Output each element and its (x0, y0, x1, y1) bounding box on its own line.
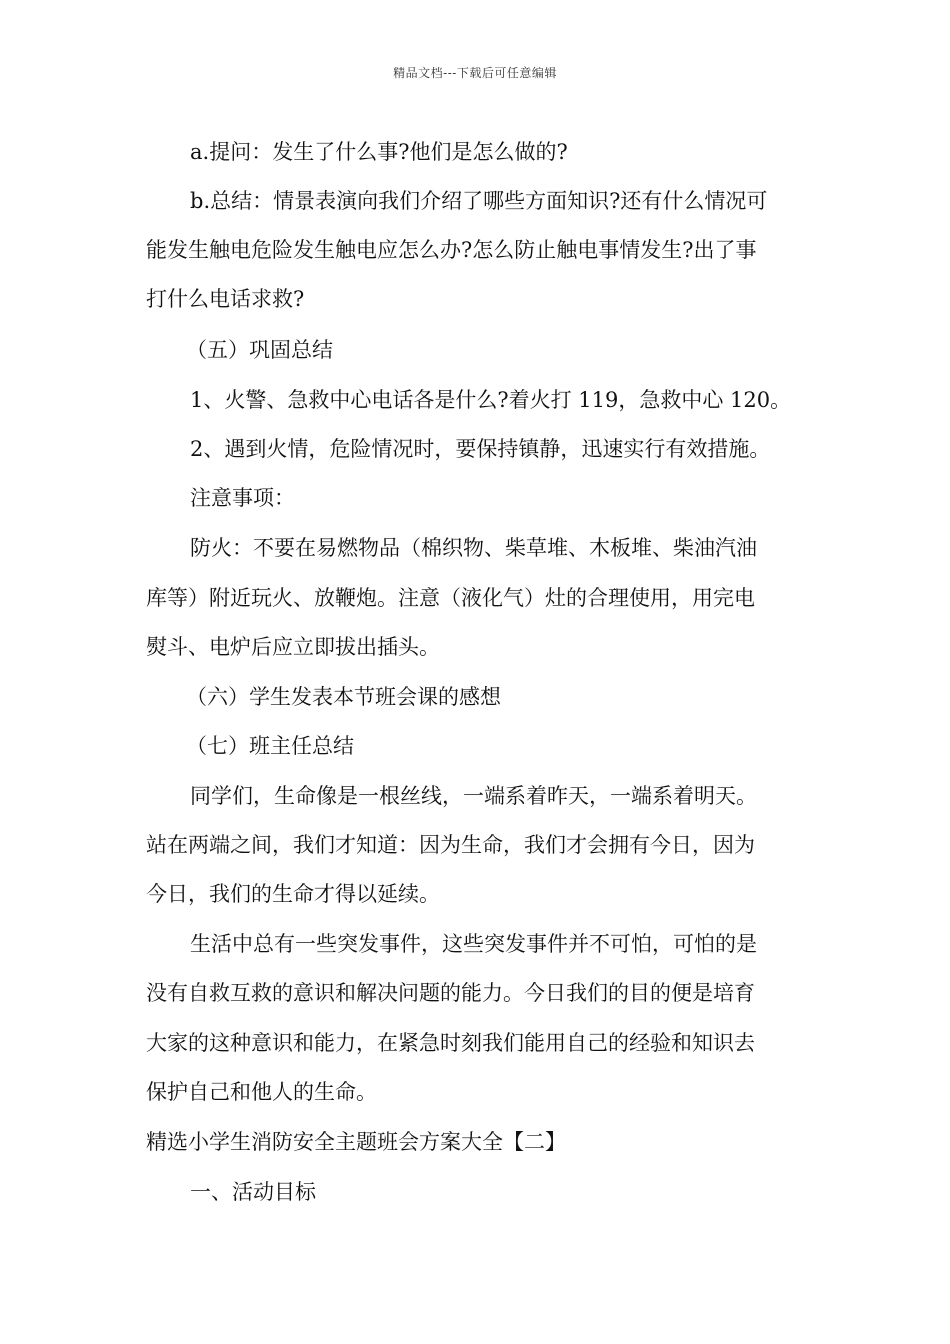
paragraph-line: 注意事项： (190, 486, 295, 510)
page-header: 精品文档---下载后可任意编辑 (393, 66, 557, 80)
section-heading: 一、活动目标 (190, 1180, 316, 1204)
document-section-title: 精选小学生消防安全主题班会方案大全【二】 (146, 1130, 566, 1154)
paragraph-line: 保护自己和他人的生命。 (146, 1080, 377, 1104)
section-heading: （五）巩固总结 (186, 338, 333, 362)
paragraph-line: 大家的这种意识和能力，在紧急时刻我们能用自己的经验和知识去 (146, 1031, 755, 1055)
paragraph-line: 2、遇到火情，危险情况时，要保持镇静，迅速实行有效措施。 (190, 437, 771, 461)
paragraph-line: 防火：不要在易燃物品（棉织物、柴草堆、木板堆、柴油汽油 (190, 536, 757, 560)
section-heading: （七）班主任总结 (186, 734, 354, 758)
paragraph-line: 同学们，生命像是一根丝线，一端系着昨天，一端系着明天。 (190, 784, 757, 808)
paragraph-line: 能发生触电危险发生触电应怎么办?怎么防止触电事情发生?出了事 (146, 238, 757, 262)
paragraph-line: 熨斗、电炉后应立即拔出插头。 (146, 635, 440, 659)
section-heading: （六）学生发表本节班会课的感想 (186, 685, 501, 709)
paragraph-line: 打什么电话求救? (146, 287, 305, 311)
paragraph-line: 库等）附近玩火、放鞭炮。注意（液化气）灶的合理使用，用完电 (146, 586, 755, 610)
paragraph-line: 没有自救互救的意识和解决问题的能力。今日我们的目的便是培育 (146, 981, 755, 1005)
paragraph-line: b.总结：情景表演向我们介绍了哪些方面知识?还有什么情况可 (190, 189, 768, 213)
paragraph-line: 今日，我们的生命才得以延续。 (146, 882, 440, 906)
paragraph-line: 1、火警、急救中心电话各是什么?着火打 119，急救中心 120。 (190, 388, 792, 412)
paragraph-line: 站在两端之间，我们才知道：因为生命，我们才会拥有今日，因为 (146, 833, 755, 857)
paragraph-line: 生活中总有一些突发事件，这些突发事件并不可怕，可怕的是 (190, 932, 757, 956)
paragraph-line: a.提问：发生了什么事?他们是怎么做的? (190, 140, 568, 164)
